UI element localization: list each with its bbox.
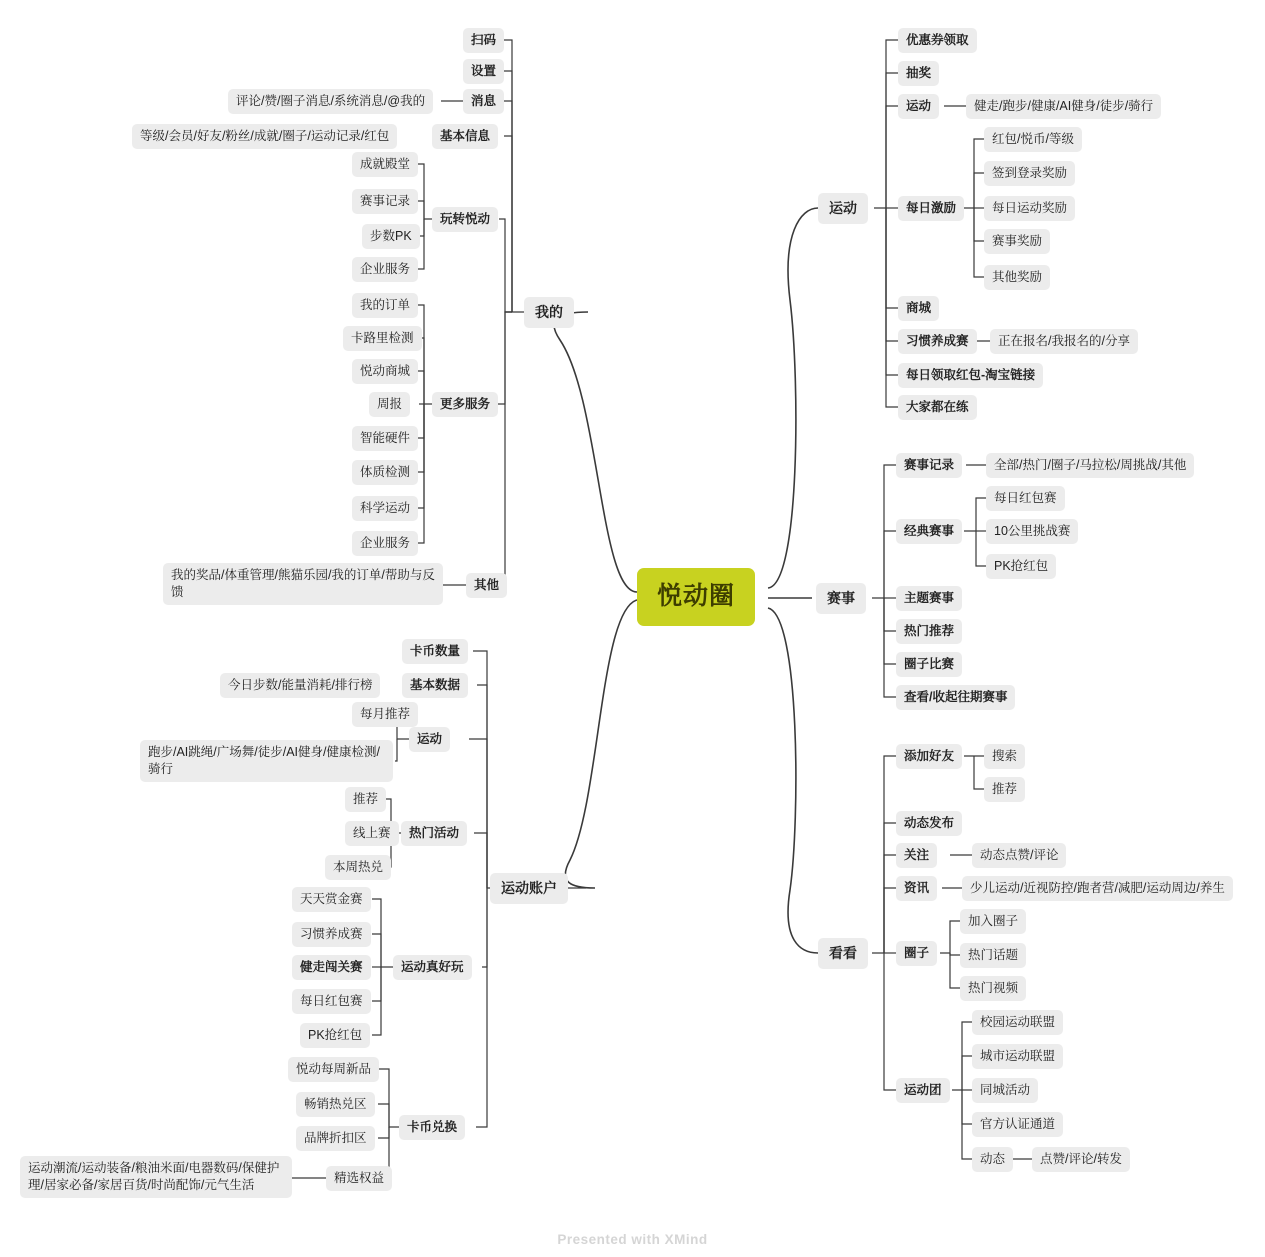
node-message-detail[interactable]: 评论/赞/圈子消息/系统消息/@我的 <box>228 89 433 114</box>
node-circle-match[interactable]: 圈子比赛 <box>896 652 962 677</box>
node-selected-benefits-detail[interactable]: 运动潮流/运动装备/粮油米面/电器数码/保健护理/居家必备/家居百货/时尚配饰/元气生活 <box>20 1156 292 1198</box>
node-event-record-detail[interactable]: 全部/热门/圈子/马拉松/周挑战/其他 <box>986 453 1194 478</box>
node-circle[interactable]: 圈子 <box>896 941 937 966</box>
node-more-services[interactable]: 更多服务 <box>432 392 498 417</box>
node-follow[interactable]: 关注 <box>896 843 937 868</box>
node-calorie-detection[interactable]: 卡路里检测 <box>343 326 422 351</box>
node-sports-2[interactable]: 运动 <box>409 727 450 752</box>
node-event-reward[interactable]: 赛事奖励 <box>984 229 1050 254</box>
node-redpacket-coin-level[interactable]: 红包/悦币/等级 <box>984 127 1082 152</box>
node-theme-events[interactable]: 主题赛事 <box>896 586 962 611</box>
node-fitness-test[interactable]: 体质检测 <box>352 460 418 485</box>
node-pk-redpacket-2[interactable]: PK抢红包 <box>986 554 1056 579</box>
node-other-detail[interactable]: 我的奖品/体重管理/熊猫乐园/我的订单/帮助与反馈 <box>163 563 443 605</box>
node-mall[interactable]: 商城 <box>898 296 939 321</box>
node-coin-exchange[interactable]: 卡币兑换 <box>399 1115 465 1140</box>
node-follow-detail[interactable]: 动态点赞/评论 <box>972 843 1066 868</box>
node-play-yuedong[interactable]: 玩转悦动 <box>432 207 498 232</box>
node-daily-incentive[interactable]: 每日激励 <box>898 196 964 221</box>
node-hot-activities[interactable]: 热门活动 <box>401 821 467 846</box>
node-basic-data-detail[interactable]: 今日步数/能量消耗/排行榜 <box>220 673 380 698</box>
node-weekly-hot-exchange[interactable]: 本周热兑 <box>325 855 391 880</box>
node-sports-2-detail[interactable]: 跑步/AI跳绳/广场舞/徒步/AI健身/健康检测/骑行 <box>140 740 393 782</box>
node-daily-redpacket-taobao[interactable]: 每日领取红包-淘宝链接 <box>898 363 1043 388</box>
node-online-race[interactable]: 线上赛 <box>345 821 399 846</box>
node-enterprise-service-1[interactable]: 企业服务 <box>352 257 418 282</box>
node-bestseller-zone[interactable]: 畅销热兑区 <box>296 1092 375 1117</box>
node-daily-bounty-race[interactable]: 天天赏金赛 <box>292 887 371 912</box>
node-enterprise-service-2[interactable]: 企业服务 <box>352 531 418 556</box>
node-walk-challenge[interactable]: 健走闯关赛 <box>292 955 371 980</box>
node-sports-fun[interactable]: 运动真好玩 <box>393 955 472 980</box>
node-hot-topics[interactable]: 热门话题 <box>960 943 1026 968</box>
node-sports-item[interactable]: 运动 <box>898 94 939 119</box>
node-news-detail[interactable]: 少儿运动/近视防控/跑者营/减肥/运动周边/养生 <box>962 876 1233 901</box>
node-weekly-report[interactable]: 周报 <box>369 392 410 417</box>
node-daily-sport-reward[interactable]: 每日运动奖励 <box>984 196 1075 221</box>
node-basic-info[interactable]: 基本信息 <box>432 124 498 149</box>
node-past-events-toggle[interactable]: 查看/收起往期赛事 <box>896 685 1015 710</box>
node-city-alliance[interactable]: 城市运动联盟 <box>972 1044 1063 1069</box>
node-scan[interactable]: 扫码 <box>463 28 504 53</box>
node-coupon-claim[interactable]: 优惠券领取 <box>898 28 977 53</box>
branch-sports-account[interactable]: 运动账户 <box>490 873 568 904</box>
branch-mine[interactable]: 我的 <box>524 297 574 328</box>
node-steps-pk[interactable]: 步数PK <box>362 224 420 249</box>
node-pk-redpacket-1[interactable]: PK抢红包 <box>300 1023 370 1048</box>
node-daily-redpacket-race-1[interactable]: 每日红包赛 <box>292 989 371 1014</box>
node-everyone-practicing[interactable]: 大家都在练 <box>898 395 977 420</box>
node-lottery[interactable]: 抽奖 <box>898 61 939 86</box>
node-official-certification[interactable]: 官方认证通道 <box>972 1112 1063 1137</box>
node-achievement-hall[interactable]: 成就殿堂 <box>352 152 418 177</box>
node-selected-benefits[interactable]: 精选权益 <box>326 1166 392 1191</box>
node-basic-info-detail[interactable]: 等级/会员/好友/粉丝/成就/圈子/运动记录/红包 <box>132 124 397 149</box>
node-campus-alliance[interactable]: 校园运动联盟 <box>972 1010 1063 1035</box>
node-basic-data[interactable]: 基本数据 <box>402 673 468 698</box>
node-settings[interactable]: 设置 <box>463 59 504 84</box>
node-classic-events[interactable]: 经典赛事 <box>896 519 962 544</box>
branch-sports[interactable]: 运动 <box>818 193 868 224</box>
node-hot-videos[interactable]: 热门视频 <box>960 976 1026 1001</box>
node-team-moments[interactable]: 动态 <box>972 1147 1013 1172</box>
node-recommend-1[interactable]: 推荐 <box>345 787 386 812</box>
node-daily-redpacket-race-2[interactable]: 每日红包赛 <box>986 486 1065 511</box>
node-habit-race-2[interactable]: 习惯养成赛 <box>898 329 977 354</box>
node-habit-race-1[interactable]: 习惯养成赛 <box>292 922 371 947</box>
node-search[interactable]: 搜索 <box>984 744 1025 769</box>
node-event-record-2[interactable]: 赛事记录 <box>896 453 962 478</box>
node-hot-recommend[interactable]: 热门推荐 <box>896 619 962 644</box>
node-news[interactable]: 资讯 <box>896 876 937 901</box>
node-brand-discount-zone[interactable]: 品牌折扣区 <box>296 1126 375 1151</box>
branch-events[interactable]: 赛事 <box>816 583 866 614</box>
node-monthly-recommend[interactable]: 每月推荐 <box>352 702 418 727</box>
root-node[interactable]: 悦动圈 <box>637 568 755 626</box>
node-coin-amount[interactable]: 卡币数量 <box>402 639 468 664</box>
node-science-sports[interactable]: 科学运动 <box>352 496 418 521</box>
node-message[interactable]: 消息 <box>463 89 504 114</box>
node-add-friend[interactable]: 添加好友 <box>896 744 962 769</box>
branch-look[interactable]: 看看 <box>818 938 868 969</box>
node-recommend-2[interactable]: 推荐 <box>984 777 1025 802</box>
node-habit-race-detail[interactable]: 正在报名/我报名的/分享 <box>990 329 1138 354</box>
node-smart-hardware[interactable]: 智能硬件 <box>352 426 418 451</box>
footer-watermark: Presented with XMind <box>557 1232 708 1247</box>
node-signin-reward[interactable]: 签到登录奖励 <box>984 161 1075 186</box>
node-other-reward[interactable]: 其他奖励 <box>984 265 1050 290</box>
node-event-record[interactable]: 赛事记录 <box>352 189 418 214</box>
node-join-circle[interactable]: 加入圈子 <box>960 909 1026 934</box>
node-team-moments-detail[interactable]: 点赞/评论/转发 <box>1032 1147 1130 1172</box>
node-same-city-activity[interactable]: 同城活动 <box>972 1078 1038 1103</box>
node-10km-challenge[interactable]: 10公里挑战赛 <box>986 519 1078 544</box>
node-other[interactable]: 其他 <box>466 573 507 598</box>
node-sports-item-detail[interactable]: 健走/跑步/健康/AI健身/徒步/骑行 <box>966 94 1161 119</box>
node-yuedong-mall[interactable]: 悦动商城 <box>352 359 418 384</box>
node-my-orders-1[interactable]: 我的订单 <box>352 293 418 318</box>
node-sports-team[interactable]: 运动团 <box>896 1078 950 1103</box>
node-post-moment[interactable]: 动态发布 <box>896 811 962 836</box>
node-weekly-new[interactable]: 悦动每周新品 <box>288 1057 379 1082</box>
